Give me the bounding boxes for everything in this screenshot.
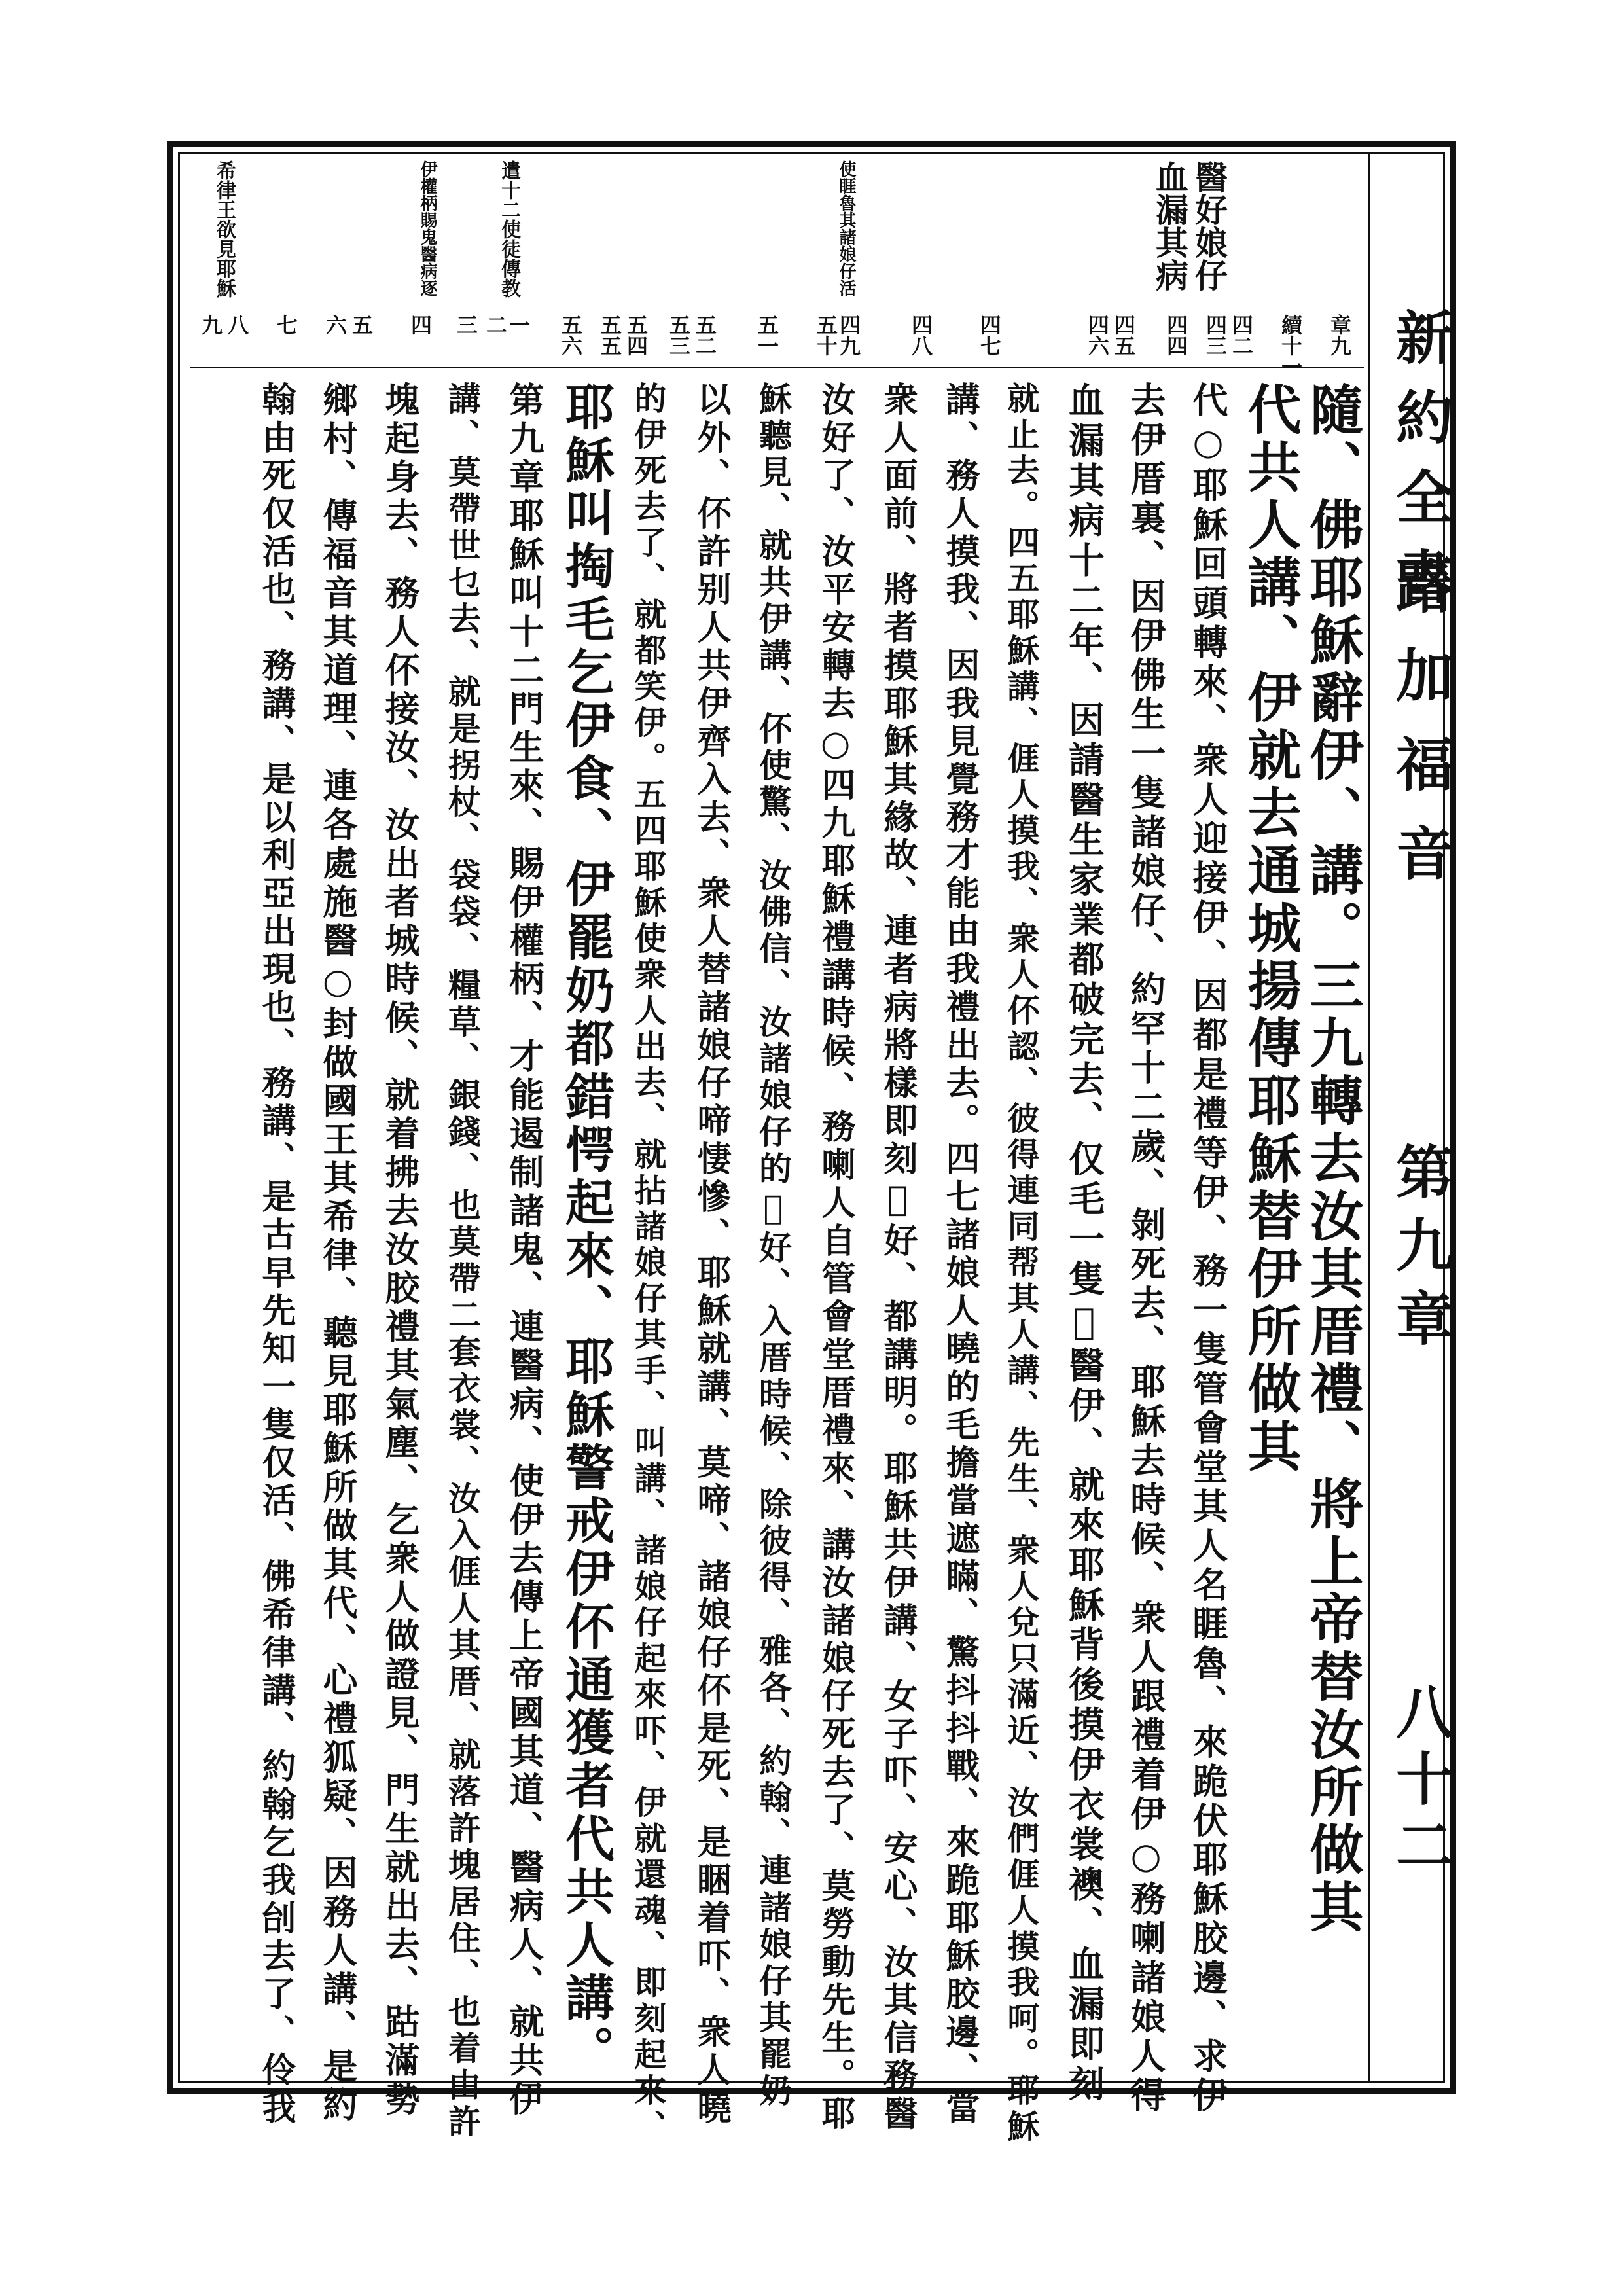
verse-number: 五 [349, 314, 374, 335]
verse-number: 二 [483, 314, 508, 335]
verse-number: 五四 [624, 314, 649, 356]
text-column: 塊起身去、務人伓接汝、汝出者城時候、就着拂去汝胶禮其氣塵、乞衆人做證見、門生就出去、跍滿勢 [380, 382, 420, 2119]
verse-number: 一 [506, 314, 531, 335]
text-column: 講、莫帶世乜去、就是拐杖、袋袋、糧草、銀錢、也莫帶二套衣裳、汝入𠊎人其厝、就落許塊居住、也着由許 [443, 382, 482, 2141]
text-column: 汝好了、汝平安轉去○四九耶穌禮講時候、務喇人自管會堂厝禮來、講汝諸娘仔死去了、莫勞動先生。耶 [815, 382, 855, 2134]
verse-number: 四六 [1085, 314, 1110, 356]
text-column: 去伊厝裏、因伊佛生一隻諸娘仔、約罕十二歲、剝死去、耶穌去時候、衆人跟禮着伊○務喇諸娘人得 [1125, 382, 1167, 2116]
verse-number: 四五 [1111, 314, 1136, 356]
margin-note: 血漏其病 [1150, 160, 1189, 291]
verse-number: 五五 [597, 314, 622, 356]
text-column: 耶穌叫掏毛乞伊食、伊罷奶都錯愕起來、耶穌警戒伊伓通獲者代共人講。 [558, 382, 615, 2078]
verse-number: 五三 [666, 314, 691, 356]
text-column: 衆人面前、將者摸耶穌其緣故、連者病將樣即刻𠆧好、都講明。耶穌共伊講、女子吓、安心、汝其信務醫 [878, 382, 918, 2134]
gospel-name: 路加福音 [1387, 556, 1455, 912]
text-column: 鄉村、傳福音其道理、連各處施醫○封做國王其希律、聽見耶穌所做其代、心禮狐疑、因務人講、是約 [317, 382, 358, 2125]
verse-number: 章九 [1327, 314, 1352, 356]
verse-number: 五十 [813, 314, 838, 356]
scripture-body [190, 370, 1364, 2145]
verse-number: 四 [408, 314, 433, 335]
verse-number: 四三 [1203, 314, 1228, 356]
book-title: 新約全書 [1387, 308, 1455, 627]
margin-note: 伊權柄賜鬼醫病逐 [418, 160, 437, 296]
verse-number: 四九 [836, 314, 861, 356]
verse-number-row [190, 308, 1364, 377]
text-column: 血漏其病十二年、因請醫生家業都破完去、仅毛一隻𠆧醫伊、就來耶穌背後摸伊衣裳襖、血漏即刻 [1063, 382, 1105, 2105]
verse-number: 續十一 [1278, 314, 1303, 377]
verse-number: 七 [274, 314, 298, 335]
verse-number: 五一 [755, 314, 779, 356]
margin-note: 醫好娘仔 [1190, 160, 1228, 291]
text-column: 的伊死去了、就都笑伊。五四耶穌使衆人出去、就拈諸娘仔其手、叫講、諸娘仔起來吓、伊就還魂、即刻起來、 [630, 382, 668, 2145]
margin-note: 遣十二使徒傳教 [497, 160, 520, 298]
verse-number: 四四 [1164, 314, 1188, 356]
chapter-heading: 第九章 [1387, 1142, 1455, 1362]
verse-number: 四七 [977, 314, 1002, 356]
page-number: 八十二 [1387, 1682, 1455, 1882]
verse-number: 九 [198, 314, 223, 335]
text-column: 以外、伓許别人共伊齊入去、衆人替諸娘仔啼悽慘、耶穌就講、莫啼、諸娘仔伓是死、是睏着吓、衆人曉 [691, 382, 731, 2128]
text-column: 就止去。四五耶穌講、𠊎人摸我、衆人伓認、彼得連同帮其人講、先生、衆人兌只滿近、汝們𠊎人摸我呵。耶穌 [1003, 382, 1041, 2145]
text-column: 翰由死仅活也、務講、是以利亞出現也、務講、是古早先知一隻仅活、佛希律講、約翰乞我刣去了、伶我 [256, 382, 296, 2128]
text-column: 第九章耶穌叫十二門生來、賜伊權柄、才能遏制諸鬼、連醫病、使伊去傳上帝國其道、醫病人、就共伊 [504, 382, 544, 2119]
verse-number: 四二 [1229, 314, 1254, 356]
verse-number: 八 [224, 314, 249, 335]
text-column: 代共人講、伊就去通城揚傳耶穌替伊所做其 [1239, 382, 1302, 1476]
text-column: 穌聽見、就共伊講、伓使驚、汝佛信、汝諸娘仔的𠆧好、入厝時候、除彼得、雅各、約翰、連諸娘仔其罷奶 [754, 382, 793, 2110]
text-column: 隨、佛耶穌辭伊、講。三九轉去汝其厝禮、將上帝替汝所做其 [1301, 382, 1364, 1937]
verse-number: 三 [454, 314, 478, 335]
text-column: 代○耶穌回頭轉來、衆人迎接伊、因都是禮等伊、務一隻管會堂其人名睚魯、來跪伏耶穌胶邊、求伊 [1187, 382, 1229, 2116]
verse-number: 六 [323, 314, 348, 335]
text-column: 講、務人摸我、因我見覺務才能由我禮出去。四七諸娘人曉的毛擔當遮瞞、驚抖抖戰、來跪耶穌胶邊、當 [940, 382, 980, 2128]
verse-number: 五六 [558, 314, 583, 356]
margin-note: 希律王欲見耶穌 [213, 160, 236, 298]
verse-number: 四八 [908, 314, 933, 356]
margin-note: 使睚魯其諸娘仔活 [836, 160, 856, 296]
verse-number: 五二 [692, 314, 717, 356]
